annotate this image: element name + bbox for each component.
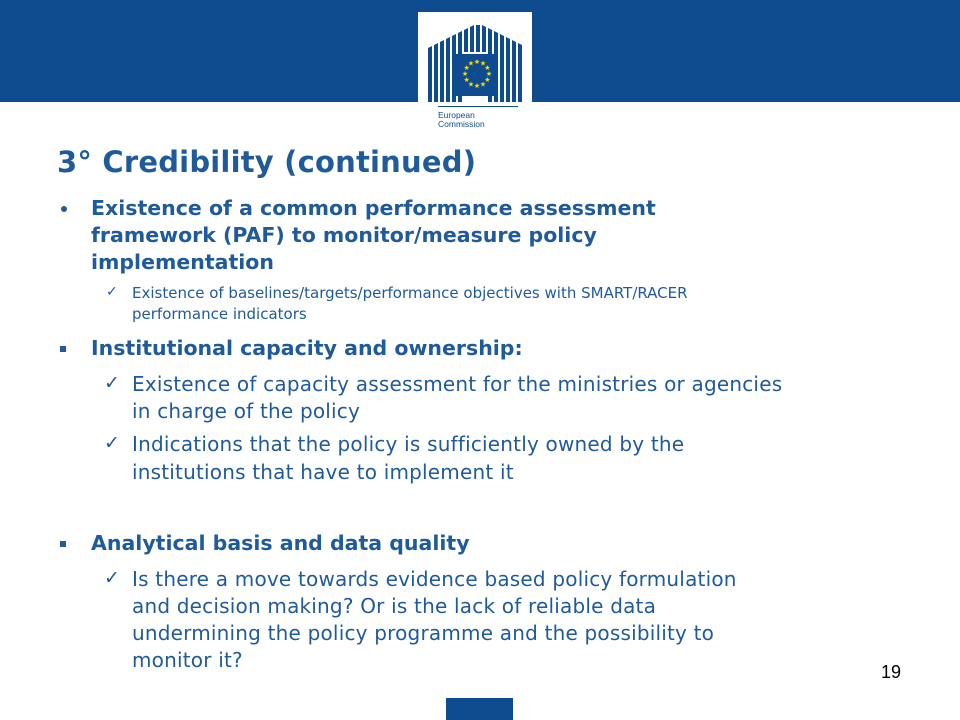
svg-text:★: ★ [467, 59, 475, 68]
section3-item-line: undermining the policy programme and the possibility to [132, 621, 715, 645]
section1-heading-line: framework (PAF) to monitor/measure policy [91, 223, 597, 247]
page-number: 19 [881, 662, 902, 682]
section3-item-line: and decision making? Or is the lack of reliable data [132, 594, 657, 618]
bullet-square-icon [60, 541, 66, 547]
checkmark-icon: ✓ [104, 372, 120, 394]
section3-item-line: monitor it? [132, 648, 243, 672]
section2-item-line: institutions that have to implement it [132, 460, 514, 484]
section1-heading-line: Existence of a common performance assessment [91, 196, 656, 220]
section1-item-line: Existence of baselines/targets/performance objectives with SMART/RACER [132, 284, 688, 302]
svg-text:★: ★ [479, 80, 487, 89]
checkmark-icon: ✓ [104, 567, 120, 589]
checkmark-icon: ✓ [104, 432, 120, 454]
section3-item-line: Is there a move towards evidence based policy formulation [132, 567, 737, 591]
svg-text:★: ★ [473, 58, 481, 66]
section2-item-line: in charge of the policy [132, 399, 361, 423]
slide-title: 3° Credibility (continued) [57, 145, 477, 179]
section3-heading: Analytical basis and data quality [91, 531, 470, 555]
logo-line-1: European [438, 110, 475, 120]
svg-text:★: ★ [463, 76, 470, 84]
section2-item-line: Existence of capacity assessment for the ministries or agencies [132, 372, 783, 396]
section1-heading-line: implementation [91, 250, 274, 274]
svg-text:★: ★ [479, 59, 487, 68]
checkmark-icon: ✓ [106, 284, 118, 300]
section2-heading: Institutional capacity and ownership: [91, 336, 523, 360]
svg-text:★: ★ [485, 70, 493, 78]
svg-text:★: ★ [473, 82, 481, 90]
svg-text:★: ★ [463, 64, 470, 72]
svg-text:★: ★ [484, 64, 491, 72]
svg-text:★: ★ [467, 80, 475, 89]
section2-item-line: Indications that the policy is sufficiently owned by the [132, 432, 685, 456]
svg-text:★: ★ [484, 76, 491, 84]
bullet-square-icon [60, 346, 66, 352]
bullet-dot-icon [61, 206, 67, 212]
svg-text:★: ★ [461, 70, 469, 78]
logo-line-2: Commission [438, 119, 485, 129]
footer-tab [446, 698, 513, 720]
section1-item-line: performance indicators [132, 305, 307, 323]
